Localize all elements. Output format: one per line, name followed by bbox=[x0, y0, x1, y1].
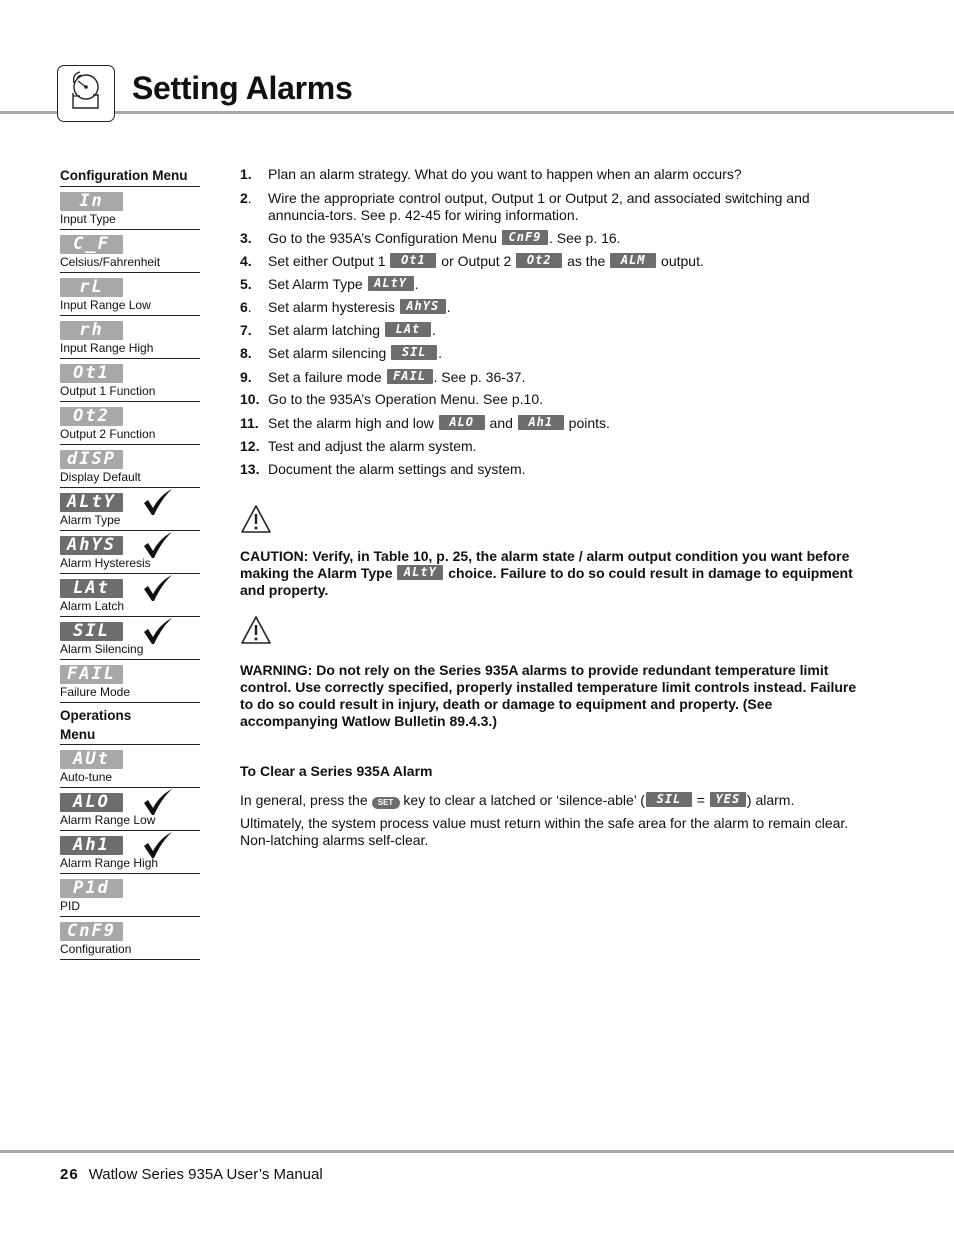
step-4: 4. Set either Output 1 Ot1 or Output 2 Ot2 as the ALM output. bbox=[240, 253, 704, 269]
menu-item-alarm-range-low bbox=[60, 788, 200, 831]
display-code-sil: SIL bbox=[646, 792, 692, 807]
display-code-lat: LAt bbox=[385, 322, 431, 337]
checkmark-icon bbox=[142, 831, 174, 859]
step-number: 3. bbox=[240, 230, 252, 246]
clear-alarm-paragraph-1: In general, press the SET key to clear a latched or ‘silence-able’ ( SIL = YES ) alarm. bbox=[240, 792, 795, 808]
step-number: 6. bbox=[240, 299, 252, 315]
display-code-ot1: Ot1 bbox=[390, 253, 436, 268]
display-code-alo: ALO bbox=[439, 415, 485, 430]
menu-item-celsius-fahrenheit bbox=[60, 230, 200, 273]
operations-heading-line2: Menu bbox=[60, 727, 96, 742]
checkmark-icon bbox=[142, 488, 174, 516]
menu-item-label: Alarm Silencing bbox=[60, 642, 144, 656]
menu-item-input-type bbox=[60, 187, 200, 230]
menu-item-input-range-high bbox=[60, 316, 200, 359]
header-rule bbox=[0, 111, 954, 114]
page-title: Setting Alarms bbox=[132, 70, 353, 106]
display-code: rh bbox=[60, 321, 123, 340]
step-number: 2. bbox=[240, 190, 252, 206]
display-code: CnF9 bbox=[60, 922, 123, 941]
display-code-sil: SIL bbox=[391, 345, 437, 360]
step-1 bbox=[240, 166, 870, 190]
operations-menu-list bbox=[60, 745, 200, 960]
step-text: Plan an alarm strategy. What do you want to happen when an alarm occurs? bbox=[268, 166, 742, 182]
step-12 bbox=[240, 438, 870, 461]
operations-menu-heading bbox=[60, 703, 200, 745]
step-number: 12. bbox=[240, 438, 260, 454]
menu-item-label: Alarm Range Low bbox=[60, 813, 156, 827]
step-8: 8. Set alarm silencing SIL . bbox=[240, 345, 443, 361]
menu-item-display-default bbox=[60, 445, 200, 488]
menu-item-input-range-low bbox=[60, 273, 200, 316]
display-code: Ah1 bbox=[60, 836, 123, 855]
operations-heading-line1: Operations bbox=[60, 708, 132, 723]
menu-item-label: PID bbox=[60, 899, 81, 913]
step-9: 9. Set a failure mode FAIL . See p. 36-37. bbox=[240, 369, 526, 385]
checkmark-icon bbox=[142, 531, 174, 559]
step-number: 8. bbox=[240, 345, 252, 361]
warning-paragraph: WARNING: Do not rely on the Series 935A alarms to provide redundant temperature limit control. Use correctly specified, properly installed temperature limit controls instead. Failure to do so could result in injury, death or damage to equipment and property. (See accompanying Watlow Bulletin 89.4.3.) bbox=[240, 662, 857, 729]
menu-item-output-2-function bbox=[60, 402, 200, 445]
checkmark-icon bbox=[142, 788, 174, 816]
display-code-alty: ALtY bbox=[368, 276, 414, 291]
display-code: In bbox=[60, 192, 123, 211]
menu-item-alarm-range-high bbox=[60, 831, 200, 874]
display-code-yes: YES bbox=[710, 792, 746, 807]
display-code: Ot1 bbox=[60, 364, 123, 383]
step-text: Wire the appropriate control output, Output 1 or Output 2, and associated switching and annuncia-tors. See p. 42-45 for wiring information. bbox=[268, 190, 810, 223]
display-code: LAt bbox=[60, 579, 123, 598]
display-code-alty: ALtY bbox=[397, 565, 443, 580]
step-number: 9. bbox=[240, 369, 252, 385]
menu-item-label: Alarm Latch bbox=[60, 599, 125, 613]
display-code: ALO bbox=[60, 793, 123, 812]
display-code: AUt bbox=[60, 750, 123, 769]
alarm-bell-icon bbox=[57, 65, 115, 122]
page-number: 26 bbox=[60, 1166, 79, 1183]
manual-title: Watlow Series 935A User’s Manual bbox=[88, 1166, 323, 1183]
menu-item-label: Configuration bbox=[60, 942, 132, 956]
menu-item-label: Celsius/Fahrenheit bbox=[60, 255, 161, 269]
checkmark-icon bbox=[142, 617, 174, 645]
display-code-ot2: Ot2 bbox=[516, 253, 562, 268]
clear-alarm-heading: To Clear a Series 935A Alarm bbox=[240, 763, 433, 779]
menu-item-output-1-function bbox=[60, 359, 200, 402]
step-3: 3. Go to the 935A’s Configuration Menu CnF9 . See p. 16. bbox=[240, 230, 621, 246]
main-content bbox=[240, 166, 870, 849]
step-10 bbox=[240, 391, 870, 415]
alarm-steps-list bbox=[240, 166, 870, 484]
display-code: ALtY bbox=[60, 493, 123, 512]
menu-sidebar bbox=[60, 166, 200, 960]
step-number: 10. bbox=[240, 391, 260, 407]
step-7: 7. Set alarm latching LAt . bbox=[240, 322, 436, 338]
step-number: 4. bbox=[240, 253, 252, 269]
menu-item-alarm-latch bbox=[60, 574, 200, 617]
menu-item-label: Alarm Range High bbox=[60, 856, 159, 870]
menu-item-label: Input Range High bbox=[60, 341, 154, 355]
set-key-icon: SET bbox=[372, 797, 400, 809]
display-code: SIL bbox=[60, 622, 123, 641]
menu-item-label: Alarm Hysteresis bbox=[60, 556, 151, 570]
menu-item-pid bbox=[60, 874, 200, 917]
step-number: 1. bbox=[240, 166, 252, 182]
configuration-menu-list bbox=[60, 187, 200, 703]
menu-item-label: Failure Mode bbox=[60, 685, 131, 699]
caution-warning-icon bbox=[240, 504, 272, 534]
menu-item-alarm-type bbox=[60, 488, 200, 531]
step-number: 13. bbox=[240, 461, 260, 477]
page-footer bbox=[60, 1166, 323, 1183]
menu-item-label: Alarm Type bbox=[60, 513, 121, 527]
menu-item-failure-mode bbox=[60, 660, 200, 703]
menu-item-label: Input Type bbox=[60, 212, 116, 226]
caution-paragraph: CAUTION: Verify, in Table 10, p. 25, the alarm state / alarm output condition you want before making the Alarm Type ALtY choice. Failure to do so could result in damage to equipment and property. bbox=[240, 548, 853, 598]
menu-item-label: Auto-tune bbox=[60, 770, 113, 784]
display-code-ahys: AhYS bbox=[400, 299, 446, 314]
step-text: Go to the 935A’s Operation Menu. See p.10. bbox=[268, 391, 543, 407]
display-code-fail: FAIL bbox=[387, 369, 433, 384]
warning-icon bbox=[240, 615, 272, 645]
menu-item-label: Output 2 Function bbox=[60, 427, 156, 441]
step-2 bbox=[240, 190, 870, 230]
clear-alarm-paragraph-2: Ultimately, the system process value must return within the safe area for the alarm to remain clear. Non-latching alarms self-clear. bbox=[240, 815, 849, 848]
step-number: 7. bbox=[240, 322, 252, 338]
display-code: FAIL bbox=[60, 665, 123, 684]
menu-item-label: Output 1 Function bbox=[60, 384, 156, 398]
display-code-ah1: Ah1 bbox=[518, 415, 564, 430]
step-text: Document the alarm settings and system. bbox=[268, 461, 526, 477]
configuration-menu-heading: Configuration Menu bbox=[60, 166, 200, 187]
step-11: 11. Set the alarm high and low ALO and Ah1 points. bbox=[240, 415, 610, 431]
display-code: P1d bbox=[60, 879, 123, 898]
step-5: 5. Set Alarm Type ALtY . bbox=[240, 276, 419, 292]
checkmark-icon bbox=[142, 574, 174, 602]
display-code: dISP bbox=[60, 450, 123, 469]
footer-rule bbox=[0, 1150, 954, 1153]
menu-item-alarm-hysteresis bbox=[60, 531, 200, 574]
display-code: AhYS bbox=[60, 536, 123, 555]
display-code: C_F bbox=[60, 235, 123, 254]
step-text: Test and adjust the alarm system. bbox=[268, 438, 477, 454]
display-code: rL bbox=[60, 278, 123, 297]
menu-item-label: Input Range Low bbox=[60, 298, 151, 312]
step-6: 6. Set alarm hysteresis AhYS . bbox=[240, 299, 451, 315]
menu-item-label: Display Default bbox=[60, 470, 141, 484]
display-code: Ot2 bbox=[60, 407, 123, 426]
menu-item-alarm-silencing bbox=[60, 617, 200, 660]
step-number: 5. bbox=[240, 276, 252, 292]
menu-item-configuration bbox=[60, 917, 200, 960]
display-code-cnf9: CnF9 bbox=[502, 230, 548, 245]
step-13 bbox=[240, 461, 870, 484]
menu-item-auto-tune bbox=[60, 745, 200, 788]
display-code-alm: ALM bbox=[610, 253, 656, 268]
step-number: 11. bbox=[240, 415, 259, 431]
